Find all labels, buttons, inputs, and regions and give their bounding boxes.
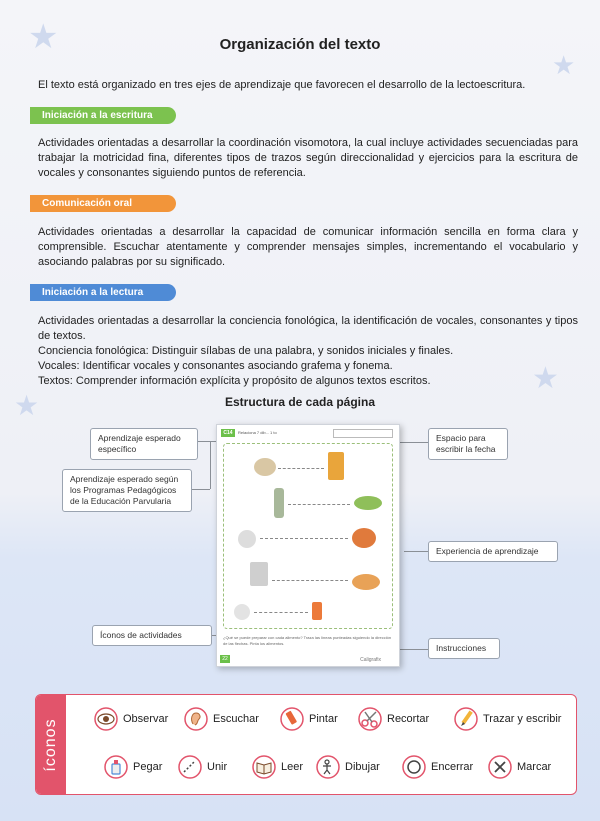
icon-item-trazar: [454, 707, 561, 731]
worksheet-date-box: [333, 429, 393, 438]
crayon-icon: [280, 707, 304, 731]
icon-item-leer: [252, 755, 303, 779]
icons-side-label: íconos: [42, 717, 59, 772]
worksheet-page-number: 22: [220, 655, 230, 663]
cross-mark-icon: [488, 755, 512, 779]
label-instructions: Instrucciones: [428, 638, 500, 659]
section-text-writing: [38, 136, 578, 181]
label-program-learning: Aprendizaje esperado según los Programas Pedagógicos de la Educación Parvularia: [62, 469, 192, 512]
icon-label: Leer: [281, 761, 304, 773]
glue-icon: [104, 755, 128, 779]
icon-label: Dibujar: [345, 761, 380, 773]
icon-label: Encerrar: [431, 761, 474, 773]
pizza-icon: [352, 528, 376, 548]
icon-item-pintar: [280, 707, 338, 731]
icon-label: Pintar: [309, 713, 338, 725]
trace-line: [254, 612, 308, 613]
icon-label: Marcar: [517, 761, 552, 773]
icon-label: Trazar y escribir: [483, 713, 562, 725]
paragraph: Conciencia fonológica: Distinguir sílabas de una palabra, y sonidos iniciales y finales.: [38, 345, 454, 357]
icons-side-band: [36, 695, 66, 794]
section-text-oral: [38, 225, 578, 270]
icon-label: Escuchar: [213, 713, 259, 725]
juice-icon: [312, 602, 322, 620]
flour-icon: [250, 562, 268, 586]
paragraph: Actividades orientadas a desarrollar la capacidad de comunicar información sencilla en forma clara y comprensible. Escuchar atentamente y comprender mensajes simples, incrementando el vocabulario y asociando palabras por su significado.: [38, 226, 578, 268]
circle-icon: [402, 755, 426, 779]
icon-item-encerrar: [402, 755, 473, 779]
structure-heading: Estructura de cada página: [224, 395, 376, 409]
worksheet-instructions: ¿Qué se puede preparar con cada alimento? Traza las líneas punteadas siguiendo la dirección de las flechas. Pinta los alimentos.: [223, 635, 392, 646]
trace-line: [288, 504, 350, 505]
tomato-icon: [238, 530, 256, 548]
connector-line: [190, 489, 210, 490]
book-icon: [252, 755, 276, 779]
paragraph: Actividades orientadas a desarrollar la conciencia fonológica, la identificación de vocales, consonantes y tipos de textos.: [38, 315, 578, 342]
orange-icon: [234, 604, 250, 620]
label-date-space: Espacio para escribir la fecha: [428, 428, 508, 460]
page-title: Organización del texto: [219, 36, 381, 53]
worksheet-header: [221, 429, 395, 439]
pencil-icon: [454, 707, 478, 731]
fries-icon: [328, 452, 344, 480]
asparagus-icon: [274, 488, 284, 518]
section-heading-writing: Iniciación a la escritura: [30, 107, 176, 124]
scissors-icon: [358, 707, 382, 731]
star-decoration: ★: [532, 362, 559, 395]
star-decoration: ★: [14, 390, 40, 421]
potato-icon: [254, 458, 276, 476]
icon-item-dibujar: [316, 755, 380, 779]
trace-line: [272, 580, 348, 581]
label-activity-icons: Íconos de actividades: [92, 625, 212, 646]
section-text-reading: [38, 314, 578, 389]
star-decoration: ★: [552, 50, 576, 80]
drawing-icon: [316, 755, 340, 779]
icon-item-unir: [178, 755, 227, 779]
icon-label: Pegar: [133, 761, 163, 773]
label-learning-experience: Experiencia de aprendizaje: [428, 541, 558, 562]
worksheet-preview: [216, 424, 400, 667]
icon-item-pegar: [104, 755, 162, 779]
connector-line: [404, 551, 428, 552]
paragraph: Actividades orientadas a desarrollar la coordinación visomotora, la cual incluye actividades secuenciadas para trabajar la motricidad fina, diferentes tipos de trazos según direccionalidad y ejercicios para la escritura de vocales y consonantes siguiendo puntos de referencia.: [38, 137, 578, 179]
star-decoration: ★: [28, 18, 59, 56]
worksheet-header-text: Relaciona 7 dib... 1 to: [238, 430, 277, 435]
trace-line: [260, 538, 348, 539]
section-heading-oral: Comunicación oral: [30, 195, 176, 212]
icon-item-observar: [94, 707, 168, 731]
icon-label: Unir: [207, 761, 228, 773]
intro-text: El texto está organizado en tres ejes de aprendizaje que favorecen el desarrollo de la lectoescritura.: [38, 79, 526, 91]
worksheet-tag: C14: [221, 429, 235, 437]
trace-line: [278, 468, 324, 469]
icon-label: Observar: [123, 713, 169, 725]
connect-icon: [178, 755, 202, 779]
bread-icon: [352, 574, 380, 590]
worksheet-content: [223, 443, 393, 629]
label-specific-learning: Aprendizaje esperado específico: [90, 428, 198, 460]
ear-icon: [184, 707, 208, 731]
salad-icon: [354, 496, 382, 510]
icons-legend: [35, 694, 577, 795]
paragraph: Textos: Comprender información explícita y propósito de algunos textos escritos.: [38, 375, 431, 387]
icon-item-escuchar: [184, 707, 259, 731]
eye-icon: [94, 707, 118, 731]
icon-label: Recortar: [387, 713, 430, 725]
connector-line: [210, 441, 211, 489]
section-heading-reading: Iniciación a la lectura: [30, 284, 176, 301]
paragraph: Vocales: Identificar vocales y consonantes asociando grafema y fonema.: [38, 360, 393, 372]
icon-item-marcar: [488, 755, 551, 779]
icon-item-recortar: [358, 707, 429, 731]
worksheet-brand: Caligrafix: [360, 657, 381, 663]
